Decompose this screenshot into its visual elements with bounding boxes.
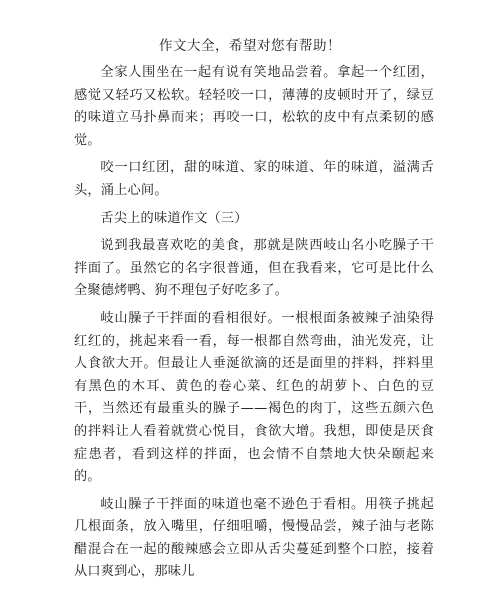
paragraph: 咬一口红团，甜的味道、家的味道、年的味道，溢满舌头，涌上心间。 bbox=[74, 160, 434, 198]
paragraph: 岐山臊子干拌面的味道也毫不逊色于看相。用筷子挑起几根面条，放入嘴里，仔细咀嚼，慢慢品尝，辣子油与老陈醋混合在一起的酸辣感会立即从舌尖蔓延到整个口腔，接着从口爽到心，那味儿 bbox=[74, 496, 434, 580]
document-body bbox=[74, 62, 434, 589]
paragraph: 说到我最喜欢吃的美食，那就是陕西岐山名小吃臊子干拌面了。虽然它的名字很普通，但在我看来，它可是比什么全聚德烤鸭、狗不理包子好吃多了。 bbox=[74, 238, 434, 299]
page-header: 作文大全，希望对您有帮助！ bbox=[159, 38, 341, 54]
paragraph: 岐山臊子干拌面的看相很好。一根根面条被辣子油染得红红的，挑起来看一看，每一根都自然弯曲，油光发亮，让人食欲大开。但最让人垂涎欲滴的还是面里的拌料，拌料里有黑色的木耳、黄色的卷心菜、红色的胡萝卜、白色的豆干，当然还有最重头的臊子——褐色的肉丁，这些五颜六色的拌料让人看着就赏心悦目，食欲大增。我想，即使是厌食症患者，看到这样的拌面，也会情不自禁地大快朵颐起来的。 bbox=[74, 310, 434, 485]
section-heading: 舌尖上的味道作文（三） bbox=[100, 210, 248, 226]
paragraph: 全家人围坐在一起有说有笑地品尝着。拿起一个红团，感觉又轻巧又松软。轻轻咬一口，薄薄的皮顿时开了，绿豆的味道立马扑鼻而来；再咬一口，松软的皮中有点柔韧的感觉。 bbox=[74, 65, 434, 148]
